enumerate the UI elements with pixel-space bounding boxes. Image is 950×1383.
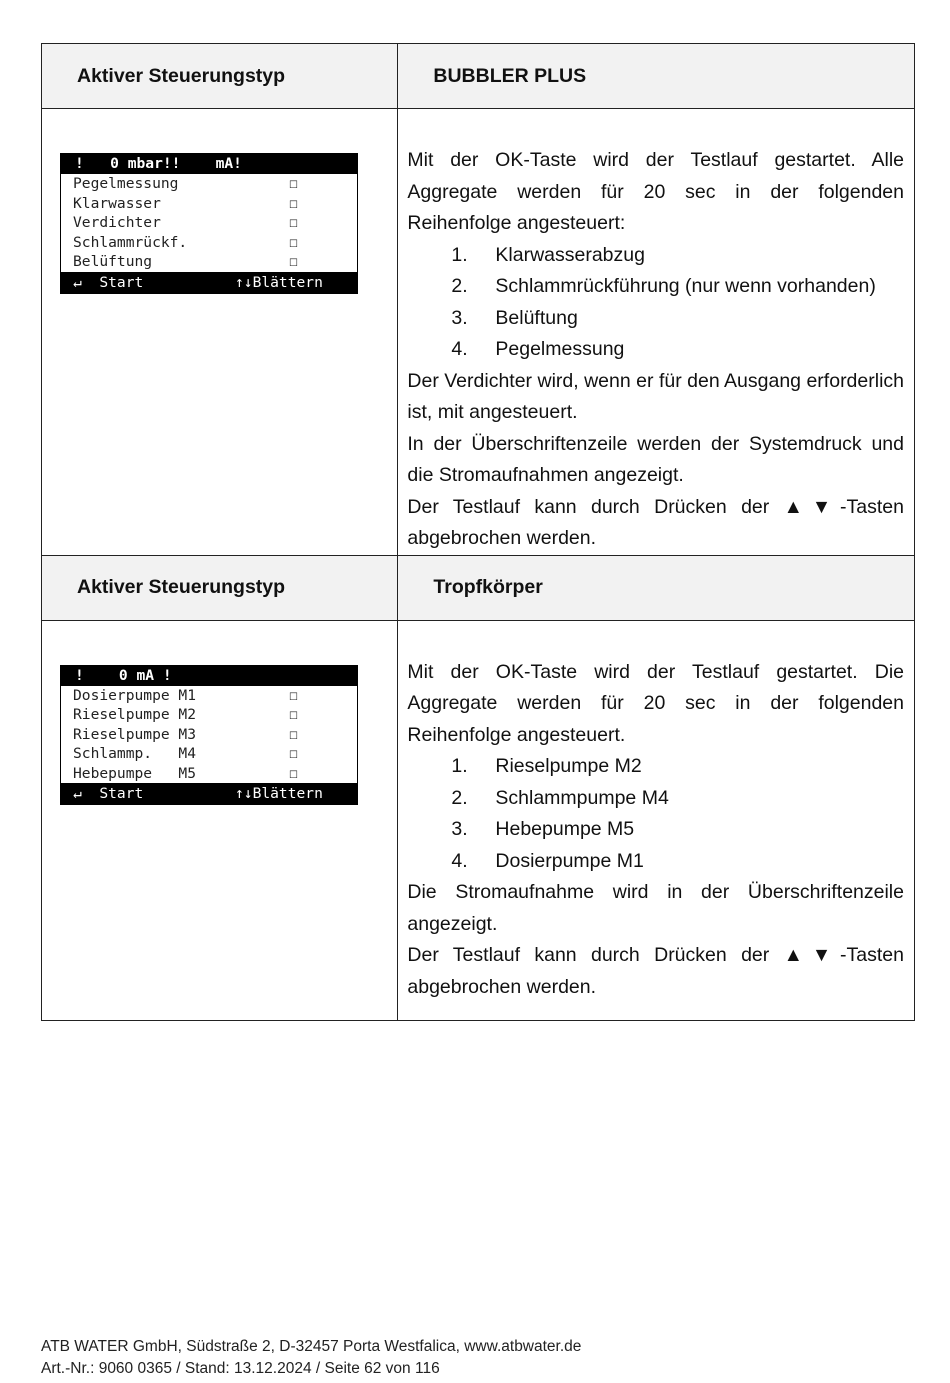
list-number: 2. [451, 786, 468, 809]
description-text [398, 621, 914, 1004]
lcd-status-line: ! 0 mbar!! mA! [61, 154, 357, 174]
checkbox-icon: ☐ [289, 745, 298, 763]
paragraph: Die Stromaufnahme wird in der Überschriftenzeile angezeigt. [407, 881, 904, 935]
list-text: Schlammrückführung (nur wenn vorhanden) [495, 275, 876, 297]
list-text: Rieselpumpe M2 [495, 755, 642, 777]
lcd-row-label: Rieselpumpe M2 [73, 706, 197, 724]
settings-table [41, 43, 915, 1021]
list-item [451, 303, 904, 335]
footer-address: ATB WATER GmbH, Südstraße 2, D-32457 Porta Westfalica, www.atbwater.de [41, 1338, 582, 1355]
checkbox-icon: ☐ [289, 706, 298, 724]
checkbox-icon: ☐ [289, 725, 298, 743]
header-left: Aktiver Steuerungstyp [42, 44, 398, 109]
lcd-start-softkey: ↵ Start [73, 785, 144, 803]
paragraph: Der Verdichter wird, wenn er für den Ausgang erforderlich ist, mit angesteuert. [407, 369, 904, 423]
lcd-row [61, 194, 357, 214]
list-text: Dosierpumpe M1 [495, 849, 644, 872]
section-header-row [42, 44, 915, 109]
list-item [451, 751, 904, 783]
list-number: 2. [451, 275, 468, 297]
section-body-row [42, 620, 915, 1020]
lcd-row [61, 174, 357, 194]
list-item [451, 240, 904, 272]
list-number: 1. [451, 243, 468, 266]
list-item [451, 271, 904, 303]
lcd-row-label: Dosierpumpe M1 [73, 686, 197, 704]
description-cell [398, 620, 915, 1020]
list-item [451, 783, 904, 815]
lcd-row-label: Schlammp. M4 [73, 745, 197, 763]
header-right: BUBBLER PLUS [398, 44, 915, 109]
lcd-status-line: ! 0 mA ! [61, 666, 357, 686]
checkbox-icon: ☐ [289, 233, 298, 251]
display-cell [42, 620, 398, 1020]
intro-paragraph: Mit der OK-Taste wird der Testlauf gestartet. Die Aggregate werden für 20 sec in der folgenden Reihenfolge angesteuert. [407, 660, 904, 746]
display-cell [42, 109, 398, 556]
checkbox-icon: ☐ [289, 253, 298, 271]
lcd-row [61, 725, 357, 745]
list-number: 1. [451, 755, 468, 777]
list-number: 3. [451, 306, 468, 329]
paragraph: Der Testlauf kann durch Drücken der ▲▼-Tasten abgebrochen werden. [407, 944, 904, 998]
list-item [451, 334, 904, 366]
lcd-row [61, 705, 357, 725]
sequence-list [407, 751, 904, 877]
description-cell [398, 109, 915, 556]
list-number: 4. [451, 338, 468, 360]
lcd-row-label: Belüftung [73, 253, 153, 271]
lcd-row-label: Hebepumpe M5 [73, 764, 197, 782]
lcd-row [61, 252, 357, 272]
paragraph: Der Testlauf kann durch Drücken der ▲▼-Tasten abgebrochen werden. [407, 495, 904, 549]
lcd-row-label: Schlammrückf. [73, 233, 188, 251]
lcd-row-label: Klarwasser [73, 194, 161, 212]
description-text [398, 109, 914, 555]
sequence-list [407, 240, 904, 366]
footer-page-info: Art.-Nr.: 9060 0365 / Stand: 13.12.2024 / Seite 62 von 116 [41, 1360, 440, 1377]
lcd-row [61, 233, 357, 253]
checkbox-icon: ☐ [289, 194, 298, 212]
lcd-row [61, 213, 357, 233]
page-footer [41, 1336, 581, 1380]
section-header-row [42, 555, 915, 620]
list-text: Hebepumpe M5 [495, 818, 635, 840]
checkbox-icon: ☐ [289, 686, 298, 704]
lcd-row-label: Verdichter [73, 214, 161, 232]
lcd-row-label: Rieselpumpe M3 [73, 725, 197, 743]
lcd-start-softkey: ↵ Start [73, 273, 144, 291]
lcd-row [61, 764, 357, 784]
checkbox-icon: ☐ [289, 764, 298, 782]
header-right: Tropfkörper [398, 555, 915, 620]
lcd-row-label: Pegelmessung [73, 175, 179, 192]
list-number: 3. [451, 818, 468, 840]
checkbox-icon: ☐ [289, 175, 298, 192]
intro-paragraph: Mit der OK-Taste wird der Testlauf gestartet. Alle Aggregate werden für 20 sec in der folgenden Reihenfolge angesteuert: [407, 149, 904, 234]
lcd-row [61, 686, 357, 706]
lcd-row [61, 744, 357, 764]
paragraph: In der Überschriftenzeile werden der Systemdruck und die Stromaufnahmen angezeigt. [407, 432, 904, 486]
header-left: Aktiver Steuerungstyp [42, 555, 398, 620]
list-text: Klarwasserabzug [495, 243, 645, 266]
lcd-scroll-softkey: ↑↓Blättern [235, 785, 323, 803]
list-number: 4. [451, 849, 468, 872]
section-body-row [42, 109, 915, 556]
list-item [451, 814, 904, 846]
list-text: Pegelmessung [495, 338, 625, 360]
lcd-display [60, 153, 358, 294]
lcd-scroll-softkey: ↑↓Blättern [235, 273, 323, 291]
list-text: Schlammpumpe M4 [495, 786, 669, 809]
list-text: Belüftung [495, 306, 578, 329]
lcd-display [60, 665, 358, 806]
list-item [451, 846, 904, 878]
lcd-softkey-line [61, 783, 357, 804]
lcd-softkey-line [61, 272, 357, 293]
checkbox-icon: ☐ [289, 214, 298, 232]
